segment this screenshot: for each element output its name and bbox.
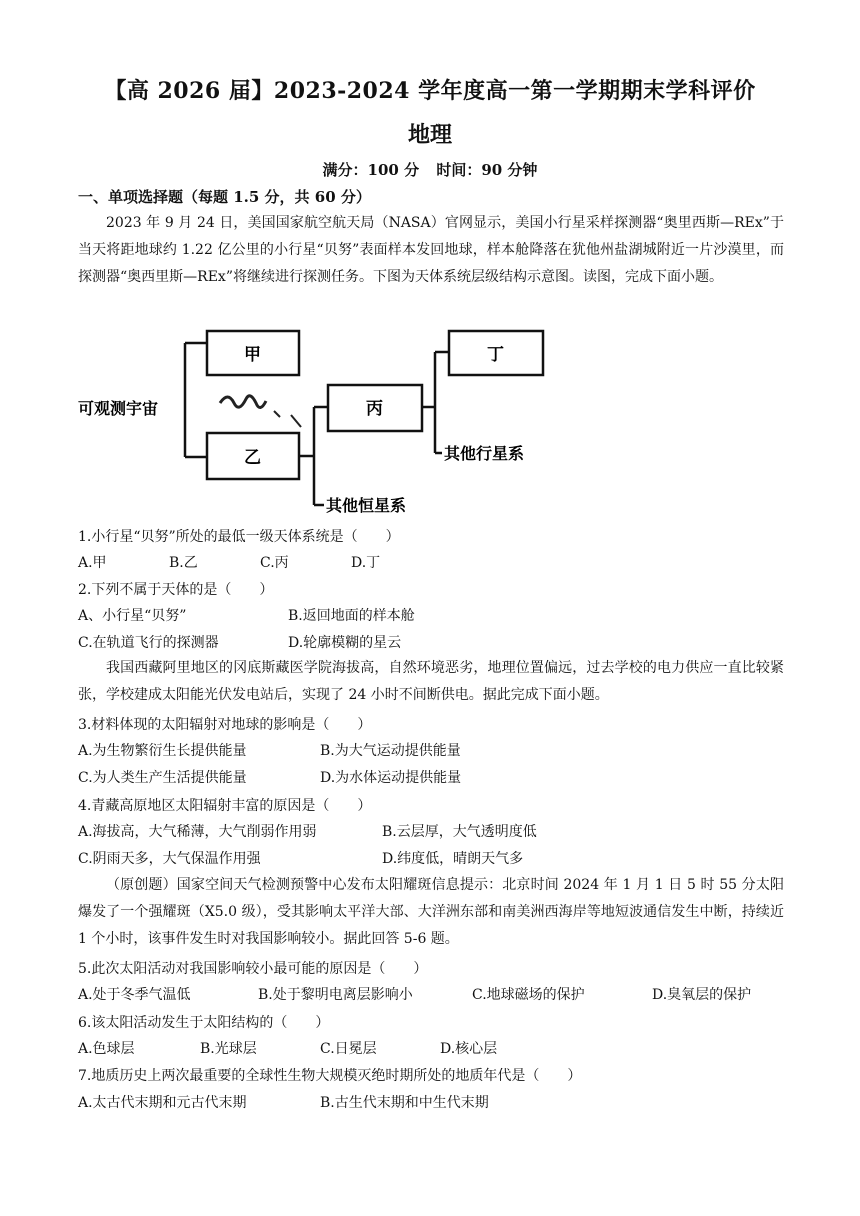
subject-title: 地理 bbox=[407, 122, 452, 148]
q7-option-a: A.太古代末期和元古代末期 bbox=[78, 1095, 247, 1111]
q5-option-a: A.处于冬季气温低 bbox=[78, 987, 191, 1003]
q5-option-c: C.地球磁场的保护 bbox=[472, 987, 585, 1003]
q4-option-c: C.阴雨天多，大气保温作用强 bbox=[78, 851, 261, 867]
passage-1: 2023 年 9 月 24 日，美国国家航空航天局（NASA）官网显示，美国小行星采样探测器“奥里西斯—REx”于当天将距地球约 1.22 亿公里的小行星“贝努”表面样本发回地球，样本舱降落在犹他州盐湖城附近一片沙漠里，而探测器“奥西里斯—REx”将继续进行探测任务。下图为天体系统层级结构示意图。读图，完成下面小题。 bbox=[78, 215, 784, 285]
exam-meta bbox=[0, 159, 860, 180]
q6-option-d: D.核心层 bbox=[440, 1041, 498, 1057]
label-root: 可观测宇宙 bbox=[78, 399, 159, 418]
exam-title: 【高 2026 届】2023-2024 学年度高一第一学期期末学科评价 bbox=[104, 78, 756, 104]
label-other-planets: 其他行星系 bbox=[444, 444, 525, 463]
q5-option-b: B.处于黎明电离层影响小 bbox=[258, 987, 413, 1003]
q2-option-d: D.轮廓模糊的星云 bbox=[288, 635, 402, 651]
q1-option-b: B.乙 bbox=[169, 555, 198, 571]
q2-option-b: B.返回地面的样本舱 bbox=[288, 608, 415, 624]
diagram-svg bbox=[78, 325, 558, 525]
q6-option-b: B.光球层 bbox=[200, 1041, 257, 1057]
celestial-system-diagram bbox=[78, 325, 558, 525]
section-heading: 一、单项选择题（每题 1.5 分，共 60 分） bbox=[78, 188, 371, 206]
question-7-stem: 7.地质历史上两次最重要的全球性生物大规模灭绝时期所处的地质年代是（ ） bbox=[78, 1068, 582, 1084]
q2-option-c: C.在轨道飞行的探测器 bbox=[78, 635, 219, 651]
passage-2: 我国西藏阿里地区的冈底斯藏医学院海拔高，自然环境恶劣，地理位置偏远，过去学校的电力供应一直比较紧张，学校建成太阳能光伏发电站后，实现了 24 小时不间断供电。据此完成下面小题。 bbox=[78, 660, 784, 703]
question-2-stem: 2.下列不属于天体的是（ ） bbox=[78, 582, 274, 598]
passage-3: （原创题）国家空间天气检测预警中心发布太阳耀斑信息提示：北京时间 2024 年 1 月 1 日 5 时 55 分太阳爆发了一个强耀斑（X5.0 级），受其影响太平洋大部、大洋洲东部和南美洲西海岸等地短波通信发生中断，持续近 1 个小时，该事件发生时对我国影响较小。据此回答 5-6 题。 bbox=[78, 877, 784, 947]
q1-option-d: D.丁 bbox=[351, 555, 381, 571]
q4-option-b: B.云层厚，大气透明度低 bbox=[382, 824, 537, 840]
label-bing: 丙 bbox=[366, 399, 383, 419]
q3-option-d: D.为水体运动提供能量 bbox=[320, 770, 462, 786]
q6-option-a: A.色球层 bbox=[78, 1041, 135, 1057]
label-other-stars: 其他恒星系 bbox=[326, 496, 407, 515]
q3-option-c: C.为人类生产生活提供能量 bbox=[78, 770, 247, 786]
q4-option-a: A.海拔高，大气稀薄，大气削弱作用弱 bbox=[78, 824, 317, 840]
question-3-stem: 3.材料体现的太阳辐射对地球的影响是（ ） bbox=[78, 717, 372, 733]
question-6-stem: 6.该太阳活动发生于太阳结构的（ ） bbox=[78, 1015, 330, 1031]
label-jia: 甲 bbox=[244, 345, 261, 365]
label-ding: 丁 bbox=[487, 345, 504, 365]
question-4-stem: 4.青藏高原地区太阳辐射丰富的原因是（ ） bbox=[78, 798, 372, 814]
scribble-mark bbox=[220, 396, 266, 408]
q1-option-a: A.甲 bbox=[78, 555, 107, 571]
question-1-stem: 1.小行星“贝努”所处的最低一级天体系统是（ ） bbox=[78, 529, 400, 545]
question-5-stem: 5.此次太阳活动对我国影响较小最可能的原因是（ ） bbox=[78, 961, 428, 977]
label-yi: 乙 bbox=[244, 448, 261, 468]
full-score: 满分：100 分 bbox=[322, 161, 420, 179]
exam-time: 时间：90 分钟 bbox=[436, 161, 538, 179]
q2-option-a: A、小行星“贝努” bbox=[78, 608, 187, 624]
q3-option-b: B.为大气运动提供能量 bbox=[320, 743, 461, 759]
q4-option-d: D.纬度低，晴朗天气多 bbox=[382, 851, 524, 867]
q6-option-c: C.日冕层 bbox=[320, 1041, 377, 1057]
q5-option-d: D.臭氧层的保护 bbox=[652, 987, 752, 1003]
q1-option-c: C.丙 bbox=[260, 555, 289, 571]
q7-option-b: B.古生代末期和中生代末期 bbox=[320, 1095, 489, 1111]
q3-option-a: A.为生物繁衍生长提供能量 bbox=[78, 743, 247, 759]
